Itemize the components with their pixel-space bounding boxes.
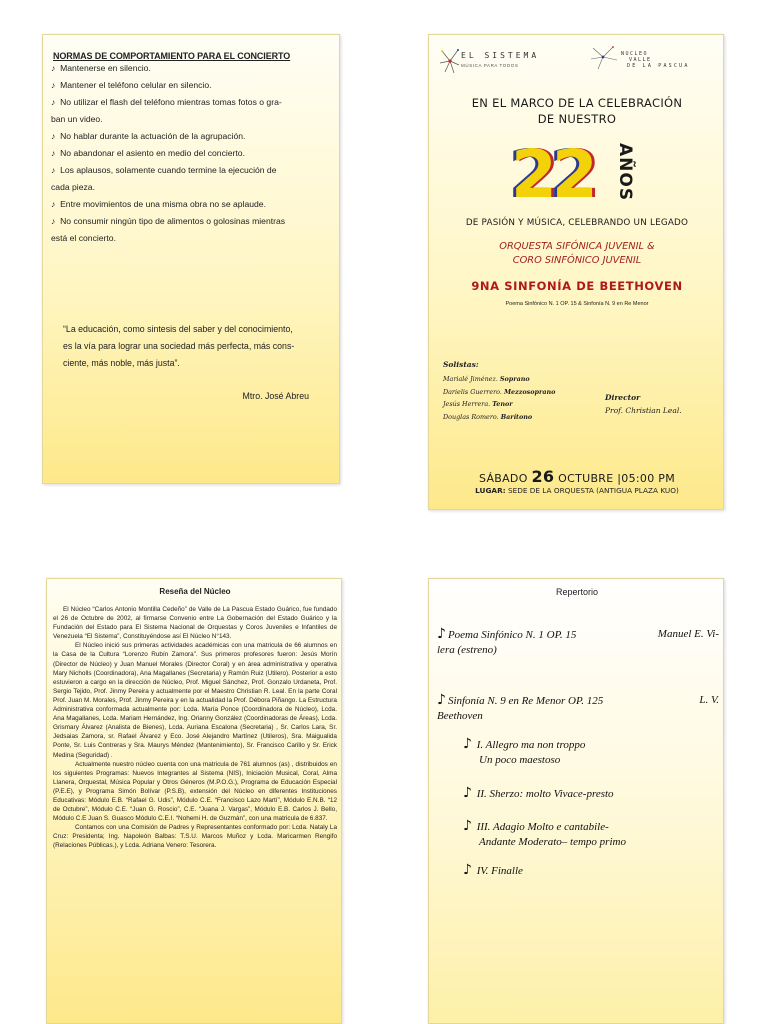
music-note-icon: ♪	[51, 148, 56, 158]
movement-3: ♪ III. Adagio Molto e cantabile- Andante Moderato– tempo primo	[463, 818, 626, 848]
norms-title: NORMAS DE COMPORTAMIENTO PARA EL CONCIERTO	[53, 51, 291, 61]
sparkle-icon	[439, 47, 461, 75]
event-heading	[429, 95, 725, 127]
director-title: Director	[605, 393, 641, 402]
ensemble-names	[429, 240, 725, 268]
quote	[63, 321, 325, 372]
ensemble-line: ORQUESTA SIFÓNICA JUVENIL &	[499, 241, 655, 252]
movement-2: ♪ II. Sherzo: molto Vivace-presto	[463, 785, 614, 801]
repertoire-panel	[428, 578, 724, 1024]
list-item: ♪ No consumir ningún tipo de alimentos o golosinas mientras	[51, 216, 286, 226]
history-panel	[46, 578, 342, 1024]
norms-list	[51, 60, 331, 247]
anniversary-word: AÑOS	[615, 143, 635, 202]
music-note-icon: ♪	[463, 862, 472, 878]
list-item: está el concierto.	[51, 233, 116, 243]
heading-line: EN EL MARCO DE LA CELEBRACIÓN	[471, 96, 683, 110]
event-place: LUGAR: SEDE DE LA ORQUESTA (ANTIGUA PLAZA KUO)	[475, 486, 679, 495]
quote-line: es la vía para lograr una sociedad más perfecta, más cons-	[63, 341, 295, 351]
list-item: Jesús Herrera. Tenor	[443, 400, 513, 408]
movement-4: ♪ IV. Finalle	[463, 862, 523, 878]
quote-line: ciente, más noble, más justa”.	[63, 358, 180, 368]
music-note-icon: ♪	[437, 626, 446, 642]
movement-1: ♪ I. Allegro ma non troppo Un poco maestoso	[463, 736, 586, 766]
list-item: ban un video.	[51, 114, 103, 124]
music-note-icon: ♪	[51, 80, 56, 90]
music-note-icon: ♪	[51, 131, 56, 141]
list-item: cada pieza.	[51, 182, 95, 192]
symphony-title: 9NA SINFONÍA DE BEETHOVEN	[471, 279, 683, 293]
list-item: Marialé Jiménez. Soprano	[443, 375, 530, 383]
soloists-title: Solistas:	[443, 360, 479, 369]
music-note-icon: ♪	[51, 216, 56, 226]
logo-subtitle: MÚSICA PARA TODOS	[461, 63, 519, 68]
paragraph: El Núcleo inició sus primeras actividades académicas con una matricula de 66 alumnos en la Casa de la Cultura “Lorenzo Rubín Zamora”. Sus primeros profesores fueron: Jesús Morín (Director de Núcleo) y Juan Manuel Morales (Director Coral) y en área administrativa y operativa Mary Nicholls (Coordinadora), Ana Magallanes (Secretaria) y Ramón Ruiz (Utilero). Posterior a esto estuvieron a cargo en la dirección de Núcleo, Prof. Miguel Sánchez, Prof. Gonzalo Urdaneta, Prof. Sergio Tejido, Prof. Jinmy Pereira y actualmente por el Maestro Christian R. Leal. En la parte Coral Prof. Juan M. Morales, Prof. Jinmy Pereira y en la actualidad la Prof. Débora Piñango. La Estructura Administrativa conformada actualmente por: Lcda. María Ponce (Coordinadora de Núcleo), Lcda. Ana Magallanes, Lcda. Mariam Hernández, Ing. Orianny González (Coordinadoras de Áreas), Lcda. Grismary Álvarez (Analista de Bienes), Lcda. Auriana Escalona (Secretaria) , Sr. Carlos Lara, Sr. Jedsaias Zamora, sr. Rafael Álvarez y Eco. José Alejandro Martínez (Utileros), Sra. Maigualida Ponte, Sr. Luis Contreras y Sra. Maurys Méndez (Mantenimiento), Sr. Francisco Carillo y Sr. Erick Medina (Seguridad) .	[53, 642, 337, 759]
quote-author: Mtro. José Abreu	[242, 391, 309, 401]
nucleo-logo	[589, 45, 719, 75]
quote-line: “La educación, como sintesis del saber y del conocimiento,	[63, 324, 293, 334]
norms-panel	[42, 34, 340, 484]
paragraph: Actualmente nuestro núcleo cuenta con una matricula de 761 alumnos (as) , distribuidos en los siguientes Programas: Nuevos Integrantes al Sistema (NIS), Iniciación Musical, Coral, Alma Llanera, Orquestal, Música Popular y Otros Géneros (M.P.O.G.), Programa de Educación Especial (P.E.E), y Programa Simón Bolívar (P.S.B), extensión del Núcleo en diferentes Instituciones Educativas: Módulo E.B. “Rafael G. Udis”, Módulo C.E. “Francisco Lazo Martí”, Módulo E.N.B. “12 de Octubre”, Módulo C.E. “Juan G. Roscio”, C.E. “Juana J. Vargas”, Módulo E.B. Carlos J. Bello, Módulo C.E Juan S. Guasco Módulo C.E.I. “Nohemi H. de Guzmán”, con una matricula de 6.837.	[53, 760, 337, 823]
director-name: Prof. Christian Leal.	[605, 406, 682, 415]
list-item: Douglas Romero. Barítono	[443, 412, 533, 421]
anniversary-graphic	[511, 136, 641, 213]
event-date: SÁBADO 26 OCTUBRE |05:00 PM	[478, 467, 676, 486]
music-note-icon: ♪	[51, 63, 56, 73]
anniversary-number: 22	[511, 136, 593, 213]
list-item: ♪ Entre movimientos de una misma obra no se aplaude.	[51, 199, 266, 209]
sparkle-icon	[589, 45, 619, 71]
program-line: Poema Sinfónico N. 1 OP. 15 & Sinfonía N. 9 en Re Menor	[505, 301, 649, 307]
list-item: ♪ No utilizar el flash del teléfono mientras tomas fotos o gra-	[51, 97, 282, 107]
list-item: ♪ Los aplausos, solamente cuando termine la ejecución de	[51, 165, 277, 175]
music-note-icon: ♪	[463, 785, 472, 801]
logo-name: EL SISTEMA	[461, 51, 540, 60]
tagline: DE PASIÓN Y MÚSICA, CELEBRANDO UN LEGADO	[465, 218, 689, 228]
history-title: Reseña del Núcleo	[159, 587, 231, 596]
logo-line: DE LA PASCUA	[627, 63, 690, 69]
music-note-icon: ♪	[437, 692, 446, 708]
list-item: ♪ Mantener el teléfono celular en silencio.	[51, 80, 212, 90]
music-note-icon: ♪	[51, 165, 56, 175]
heading-line: DE NUESTRO	[537, 112, 617, 126]
el-sistema-logo	[439, 47, 559, 77]
logo-line: NUCLEO	[621, 51, 649, 57]
music-note-icon: ♪	[463, 818, 472, 834]
work-1: ♪ Poema Sinfónico N. 1 OP. 15 Manuel E. Vi- lera (estreno)	[437, 626, 719, 656]
soloists-list	[443, 373, 555, 423]
paragraph: Contamos con una Comisión de Padres y Representantes conformado por: Lcda. Nataly La Cruz: Presidenta; Ing. Napoleón Balbas: T.S.U. Marcos Muñoz y Lcda. Maricarmen Rengifo (Relaciones Públicas.), y Lcda. Adriana Venero: Tesorera.	[53, 824, 337, 850]
work-2: ♪ Sinfonía N. 9 en Re Menor OP. 125 L. V. Beethoven	[437, 692, 719, 722]
list-item: Darielis Guerrero. Mezzosoprano	[443, 387, 556, 396]
music-note-icon: ♪	[51, 199, 56, 209]
ensemble-line: CORO SINFÓNICO JUVENIL	[512, 255, 642, 266]
list-item: ♪ No hablar durante la actuación de la agrupación.	[51, 131, 246, 141]
history-text	[53, 605, 337, 851]
paragraph: El Núcleo “Carlos Antonio Montilla Cedeño” de Valle de La Pascua Estado Guárico, fue fundado el 26 de Octubre de 2002, al firmarse Convenio entre La Gobernación del Estado Guárico y la Fundación del Estado para El Sistema Nacional de Orquestas y Coros Juveniles e Infantiles de Venezuela “El Sistema”, Constituyéndose así El Núcleo N°143.	[53, 606, 337, 641]
list-item: ♪ No abandonar el asiento en medio del concierto.	[51, 148, 245, 158]
cover-panel	[428, 34, 724, 510]
music-note-icon: ♪	[463, 736, 472, 752]
list-item: ♪ Mantenerse en silencio.	[51, 63, 151, 73]
music-note-icon: ♪	[51, 97, 56, 107]
repertoire-title: Repertorio	[555, 587, 599, 597]
logo-line: VALLE	[629, 57, 652, 63]
